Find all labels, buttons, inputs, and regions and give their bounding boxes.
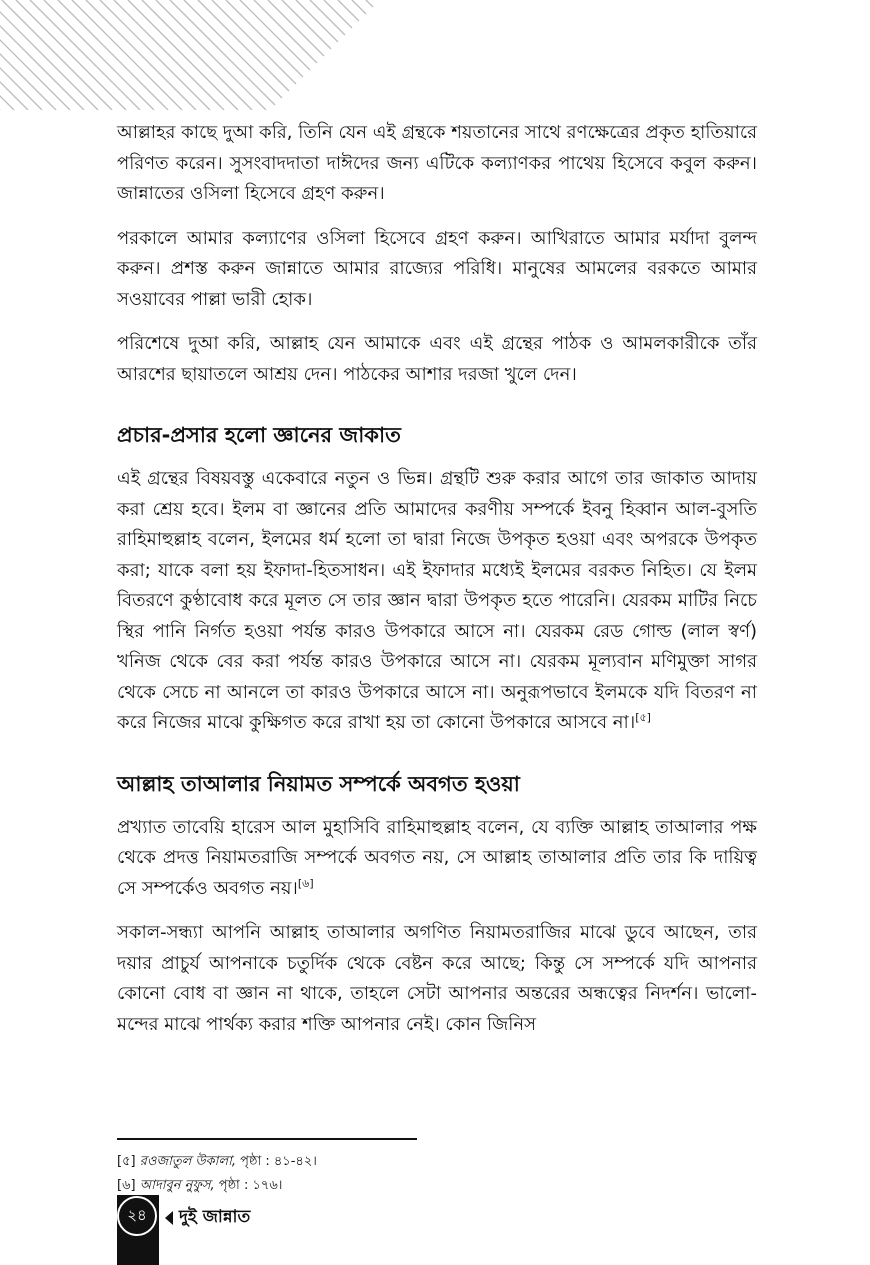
footnotes [117, 1150, 757, 1198]
paragraph-niamat-2: সকাল-সন্ধ্যা আপনি আল্লাহ তাআলার অগণিত নিয়ামতরাজির মাঝে ডুবে আছেন, তার দয়ার প্রাচুর্য আপনাকে চতুর্দিক থেকে বেষ্টন করে আছে; কিন্তু সে সম্পর্কে যদি আপনার কোনো বোধ বা জ্ঞান না থাকে, তাহলে সেটা আপনার অন্তরের অন্ধত্বের নিদর্শন। ভালো-মন্দের মাঝে পার্থক্য করার শক্তি আপনার নেই। কোন জিনিস [117, 922, 757, 1035]
paragraph-dua-1: আল্লাহর কাছে দুআ করি, তিনি যেন এই গ্রন্থকে শয়তানের সাথে রণক্ষেত্রের প্রকৃত হাতিয়ারে পরিণত করেন। সুসংবাদদাতা দাঈদের জন্য এটিকে কল্যাণকর পাথেয় হিসেবে কবুল করুন। জান্নাতের ওসিলা হিসেবে গ্রহণ করুন। [117, 122, 757, 204]
paragraph-dua-2: পরকালে আমার কল্যাণের ওসিলা হিসেবে গ্রহণ করুন। আখিরাতে আমার মর্যাদা বুলন্দ করুন। প্রশস্ত করুন জান্নাতে আমার রাজ্যের পরিধি। মানুষের আমলের বরকতে আমার সওয়াবের পাল্লা ভারী হোক। [117, 227, 757, 310]
footnote-number: [৫] [117, 1154, 136, 1169]
running-footer [165, 1204, 250, 1232]
triangle-left-icon [165, 1211, 173, 1225]
footnote-source-title: রওজাতুল উকালা, [139, 1154, 237, 1169]
footnote-6 [117, 1174, 757, 1198]
footnote-number: [৬] [117, 1178, 136, 1193]
paragraph-zakat [117, 464, 757, 739]
paragraph-niamat-1 [117, 813, 757, 905]
footnote-source-title: আদাবুন নুফুস, [139, 1178, 215, 1193]
footnote-divider [117, 1138, 417, 1140]
section-heading-zakat: প্রচার-প্রসার হলো জ্ঞানের জাকাত [117, 423, 401, 447]
paragraph-niamat-1-text: প্রখ্যাত তাবেয়ি হারেস আল মুহাসিবি রাহিমাহুল্লাহ বলেন, যে ব্যক্তি আল্লাহ তাআলার পক্ষ থেকে প্রদত্ত নিয়ামতরাজি সম্পর্কে অবগত নয়, সে আল্লাহ তাআলার প্রতি তার কি দায়িত্ব সে সম্পর্কেও অবগত নয়। [117, 816, 757, 899]
footnote-page: পৃষ্ঠা : ৪১-৪২। [236, 1154, 317, 1169]
paragraph-zakat-text: এই গ্রন্থের বিষয়বস্তু একেবারে নতুন ও ভিন্ন। গ্রন্থটি শুরু করার আগে তার জাকাত আদায় করা শ্রেয় হবে। ইলম বা জ্ঞানের প্রতি আমাদের করণীয় সম্পর্কে ইবনু হিব্বান আল-বুসতি রাহিমাহুল্লাহ বলেন, ইলমের ধর্ম হলো তা দ্বারা নিজে উপকৃত হওয়া এবং অপরকে উপকৃত করা; যাকে বলা হয় ইফাদা-হিতসাধন। এই ইফাদার মধ্যেই ইলমের বরকত নিহিত। যে ইলম বিতরণে কুণ্ঠাবোধ করে মূলত সে তার জ্ঞান দ্বারা উপকৃত হতে পারেনি। যেরকম মাটির নিচে স্থির পানি নির্গত হওয়া পর্যন্ত কারও উপকারে আসে না। যেরকম রেড গোল্ড (লাল স্বর্ণ) খনিজ থেকে বের করা পর্যন্ত কারও উপকারে আসে না। যেরকম মূল্যবান মণিমুক্তা সাগর থেকে সেচে না আনলে তা কারও উপকারে আসে না। অনুরূপভাবে ইলমকে যদি বিতরণ না করে নিজের মাঝে কুক্ষিগত করে রাখা হয় তা কোনো উপকারে আসবে না। [117, 468, 757, 733]
footnote-ref-6[interactable]: [৬] [297, 876, 314, 890]
diagonal-stripe-decoration [0, 0, 380, 110]
section-heading-niamat: আল্লাহ তাআলার নিয়ামত সম্পর্কে অবগত হওয়া [117, 771, 520, 796]
book-title: দুই জান্নাত [179, 1207, 251, 1227]
page-number: ২৪ [117, 1196, 157, 1236]
paragraph-dua-3: পরিশেষে দুআ করি, আল্লাহ যেন আমাকে এবং এই গ্রন্থের পাঠক ও আমলকারীকে তাঁর আরশের ছায়াতলে আশ্রয় দেন। পাঠকের আশার দরজা খুলে দেন। [117, 333, 757, 385]
footnote-5 [117, 1150, 757, 1174]
footnote-ref-5[interactable]: [৫] [635, 711, 651, 724]
footnote-page: পৃষ্ঠা : ১৭৬। [214, 1178, 283, 1193]
page-body [117, 118, 757, 1054]
